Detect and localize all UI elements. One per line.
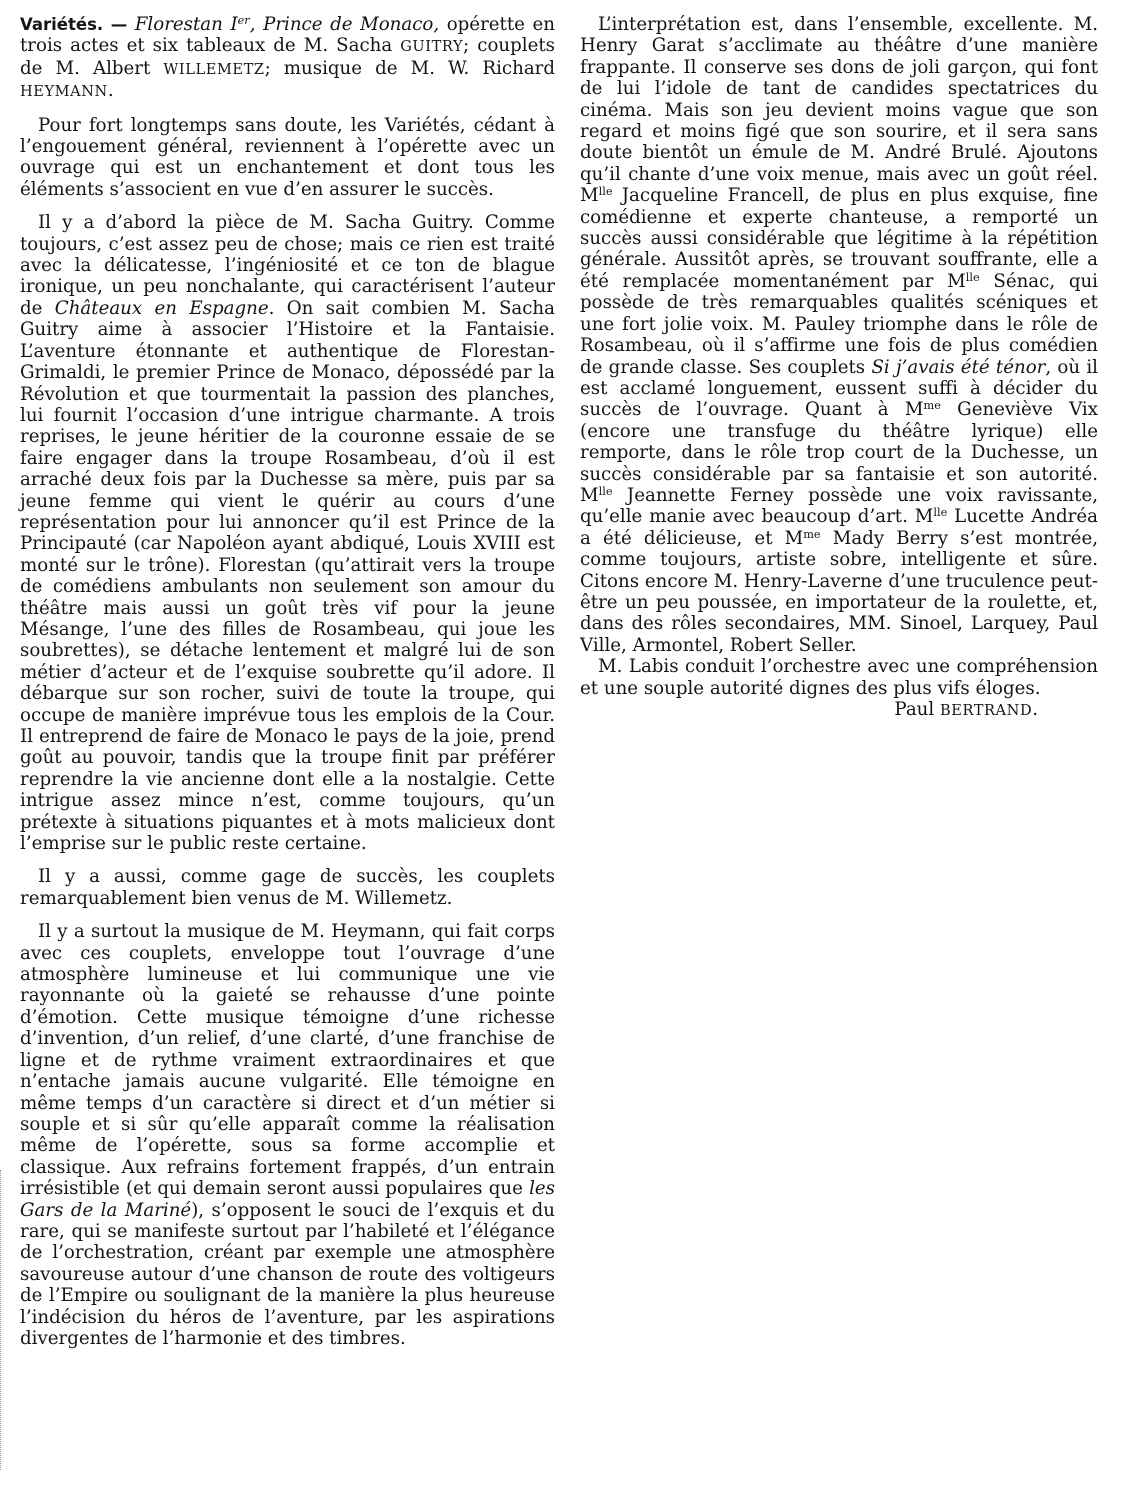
cited-title: Châteaux en Espagne [54, 297, 269, 319]
work-title: Florestan Ier, Prince de Monaco, [134, 13, 440, 35]
author-name-guitry: GUITRY [400, 38, 464, 56]
cited-title: les Gars de la Mariné [20, 1178, 555, 1221]
author-signature: Paul BERTRAND. [894, 699, 1038, 720]
cited-title: Si j’avais été ténor [871, 356, 1046, 378]
right-column [580, 14, 1098, 721]
paragraph-couplets: Il y a aussi, comme gage de succès, les couplets remarquablement bien venus de M. Willemetz. [20, 866, 555, 909]
paragraph-music: Il y a surtout la musique de M. Heymann, qui fait corps avec ces couplets, enveloppe tout l’ouvrage d’une atmosphère lumineuse et lui communique une vie rayonnante où la gaieté se rehausse d’une pointe d’émotion. Cette musique témoigne d’une richesse d’invention, d’un relief, d’une clarté, d’une franchise de ligne et de rythme vraiment extraordinaires et que n’entache jamais aucune vulgarité. Elle témoigne en même temps d’un caractère si direct et d’un métier si souple et si sûr qu’elle apparaît comme la réalisation même de l’opérette, sous sa forme accomplie et classique. Aux refrains fortement frappés, d’un entrain irrésistible (et qui demain seront aussi populaires que les Gars de la Mariné), s’opposent le souci de l’exquis et du rare, qui se manifeste surtout par l’habileté et l’élégance de l’orchestration, créant par exemple une atmosphère savoureuse autour d’une chanson de route des voltigeurs de l’Empire ou soulignant de la manière la plus heureuse l’indécision du héros de l’aventure, par les aspirations divergentes de l’harmonie et des timbres. [20, 921, 556, 1349]
author-name-willemetz: WILLEMETZ [163, 60, 265, 78]
left-column [20, 14, 555, 1349]
paragraph-cast: L’interprétation est, dans l’ensemble, excellente. M. Henry Garat s’acclimate au théâtre d’une manière frappante. Il conserve ses dons de joli garçon, qui font de lui l’idole de tant de candides spectatrices du cinéma. Mais son jeu devient moins vague que son regard et moins figé que son sourire, et il sera sans doute bientôt un émule de M. André Brulé. Ajoutons qu’il chante d’une voix menue, mais avec un goût réel. $M^{lle}$ Jacqueline Francell, de plus en plus exquise, fine comédienne et experte chanteuse, a remporté un succès aussi considérable que légitime à la répétition générale. Aussitôt après, se trouvant souffrante, elle a été remplacée momentanément par $M^{lle}$ Sénac, qui possède de très remarquables qualités scéniques et une fort jolie voix. M. Pauley triomphe dans le rôle de Rosambeau, où il s’affirme une fois de plus comédien de grande classe. Ses couplets Si j’avais été ténor, où il est acclamé longuement, eussent suffi à décider du succès de l’ouvrage. Quant à $M^{me}$ Geneviève Vix (encore une transfuge du théâtre lyrique) elle remporte, dans le rôle trop court de la Duchesse, un succès considérable par sa fantaisie et son autorité. $M^{lle}$ Jeannette Ferney possède une voix ravissante, qu’elle manie avec beaucoup d’art. $M^{lle}$ Lucette Andréa a été délicieuse, et $M^{me}$ Mady Berry s’est montrée, comme toujours, artiste sobre, intelligente et sûre. Citons encore M. Henry-Laverne d’une truculence peut-être un peu poussée, en importateur de la roulette, et, dans des rôles secondaires, MM. Sinoel, Larquey, Paul Ville, Armontel, Robert Seller. [580, 14, 1098, 656]
section-heading: Variétés. — [20, 15, 128, 34]
paragraph-conductor: M. Labis conduit l’orchestre avec une compréhension et une souple autorité dignes des plus vifs éloges. [580, 656, 1098, 699]
binding-edge [0, 1170, 4, 1470]
composer-name-heymann: HEYMANN [20, 83, 108, 101]
paragraph-plot: Il y a d’abord la pièce de M. Sacha Guitry. Comme toujours, c’est assez peu de chose; mais ce rien est traité avec la délicatesse, l’ingéniosité et ce ton de blague ironique, un peu nonchalante, qui caractérisent l’auteur de Châteaux en Espagne. On sait combien M. Sacha Guitry aime à associer l’Histoire et la Fantaisie. L’aventure étonnante et authentique de Florestan-Grimaldi, le premier Prince de Monaco, dépossédé par la Révolution et que tourmentait la passion des planches, lui fournit l’occasion d’une intrigue charmante. A trois reprises, le jeune héritier de la couronne essaie de se faire engager dans la troupe Rosambeau, d’où il est arraché deux fois par la Duchesse sa mère, puis par sa jeune femme qui vient le quérir au cours d’une représentation pour lui annoncer qu’il est Prince de la Principauté (car Napoléon ayant abdiqué, Louis XVIII est monté sur le trône). Florestan (qu’attirait vers la troupe de comédiens ambulants non seulement son amour du théâtre mais aussi un goût très vif pour la jeune Mésange, l’une des filles de Rosambeau, qui joue les soubrettes), se détache lentement et malgré lui de son métier d’acteur et de l’exquise soubrette qu’il adore. Il débarque sur son rocher, suivi de toute la troupe, qui occupe de manière imprévue tous les emplois de la Cour. Il entreprend de faire de Monaco le pays de la joie, prend goût au pouvoir, tandis que la troupe finit par préférer reprendre la vie ancienne dont elle a la nostalgie. Cette intrigue assez mince n’est, comme toujours, qu’un prétexte à situations piquantes et à mots malicieux dont l’emprise sur le public reste certaine. [20, 212, 555, 855]
paragraph-intro: Pour fort longtemps sans doute, les Variétés, cédant à l’engouement général, reviennent à l’opérette avec un ouvrage qui est un enchantement et dont tous les éléments s’associent en vue d’en assurer le succès. [20, 114, 555, 200]
review-lead-paragraph: Variétés. — Florestan Ier, Prince de Monaco, opérette en trois actes et six tableaux de M. Sacha GUITRY; couplets de M. Albert WILLEMETZ; musique de M. W. Richard HEYMANN. [20, 13, 555, 102]
